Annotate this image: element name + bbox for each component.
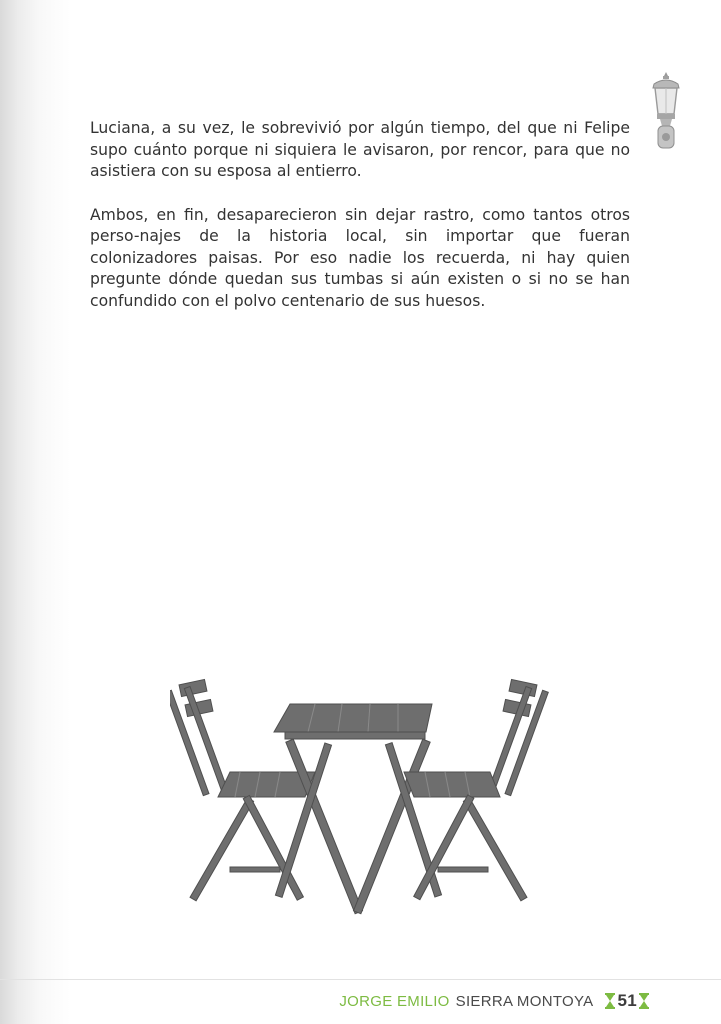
page-number-group [605,991,649,1011]
author-first-name: JORGE EMILIO [339,992,450,1010]
hourglass-icon [605,993,615,1009]
body-text [90,118,630,334]
street-lamp-icon [646,70,686,152]
footer-divider [0,979,721,980]
hourglass-icon [639,993,649,1009]
table [274,704,442,914]
page-number: 51 [617,991,637,1010]
paragraph-2: Ambos, en fin, desaparecieron sin dejar rastro, como tantos otros perso-najes de la historia local, sin importar que fueran colonizadores paisas. Por eso nadie los recuerda, ni hay quien pregunte dónde quedan sus tumbas si aún existen o si no se han confundido con el polvo centenario de sus huesos. [90,205,630,310]
author-last-name: SIERRA MONTOYA [455,992,594,1010]
page-footer [339,990,649,1012]
bistro-table-chairs-illustration [170,672,550,922]
paragraph-1: Luciana, a su vez, le sobrevivió por algún tiempo, del que ni Felipe supo cuánto porque ni siquiera le avisaron, por rencor, para que no asistiera con su esposa al entierro. [90,119,630,180]
